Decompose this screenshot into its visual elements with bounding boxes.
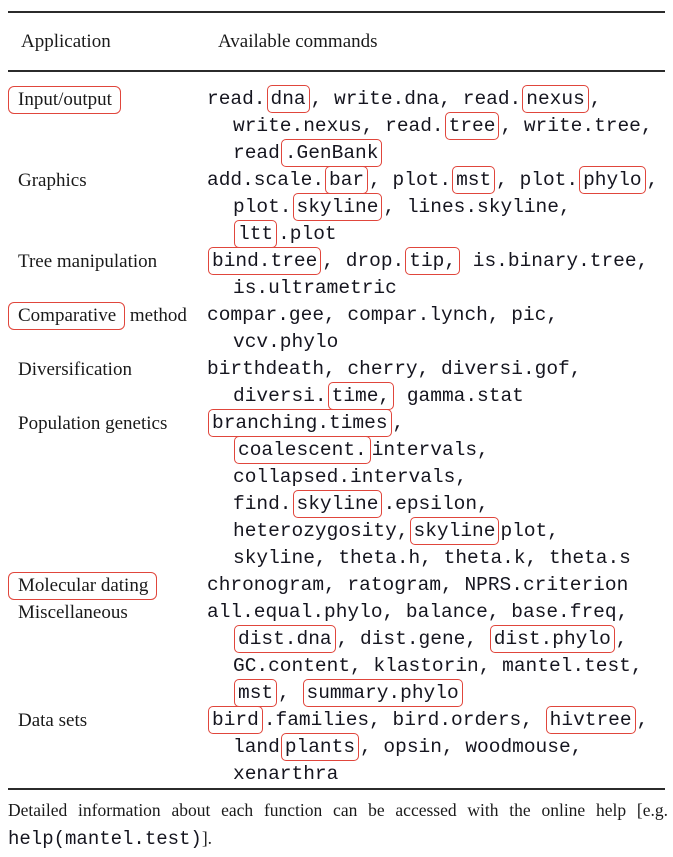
footnote-code: help(mantel.test) [8,828,202,850]
annotation-box: coalescent. [234,436,371,464]
command-text: , opsin, woodmouse, [360,736,583,758]
commands-table-body [0,86,673,788]
command-text: GC.content, klastorin, mantel.test, [233,655,643,677]
row-label [18,599,128,626]
annotation-box: skyline [293,193,383,221]
footnote-code-line [8,824,668,853]
row-label [18,167,87,194]
row-commands [207,302,673,356]
label-text: Population genetics [18,413,168,434]
command-line [207,599,673,626]
row-label [18,707,87,734]
annotation-box: bar [325,166,368,194]
annotation-box: mst [234,679,277,707]
command-text: vcv.phylo [233,331,339,353]
command-text: plot, [500,520,559,542]
command-line [207,356,673,383]
table-row [0,410,673,572]
command-text: , lines.skyline, [383,196,571,218]
footnote-text: Detailed information about each function can be accessed with the online help [e.g. [8,800,668,820]
annotation-box: bird [208,706,263,734]
command-text: , [278,682,302,704]
command-line [207,140,673,167]
command-line [207,221,673,248]
header-separator-rule [8,70,665,72]
command-text: xenarthra [233,763,339,785]
annotation-box: tip, [405,247,460,275]
command-text: intervals, [371,439,489,461]
annotation-box: summary.phylo [303,679,463,707]
command-line [207,194,673,221]
row-label [18,410,167,437]
row-label [18,356,132,383]
command-text: , plot. [369,169,452,191]
command-text: , dist.gene, [336,628,489,650]
command-line [207,680,673,707]
annotation-box: skyline [410,517,500,545]
command-line [207,545,673,572]
command-text: read [233,142,280,164]
command-line [207,410,673,437]
row-commands [207,599,673,707]
command-line [207,383,673,410]
row-label [18,248,157,275]
command-text: land [233,736,280,758]
row-commands [207,707,673,788]
command-line [207,491,673,518]
command-line [207,653,673,680]
row-commands [207,410,673,572]
annotation-box: Input/output [8,86,121,114]
command-line [207,572,673,599]
command-text: , write.tree, [500,115,653,137]
annotation-box: bind.tree [208,247,321,275]
command-line [207,86,673,113]
table-row [0,707,673,788]
command-line [207,113,673,140]
command-text: find. [233,493,292,515]
command-line [207,329,673,356]
annotation-box: dist.dna [234,625,336,653]
command-text: , plot. [496,169,579,191]
table-row [0,356,673,410]
label-text: Diversification [18,359,132,380]
annotation-box: .GenBank [281,139,383,167]
annotation-box: skyline [293,490,383,518]
table-footnote [8,796,668,853]
column-header-application: Application [21,31,111,52]
command-text: , [615,628,628,650]
label-text: Miscellaneous [18,602,128,623]
annotation-box: phylo [579,166,646,194]
label-text: Tree manipulation [18,251,158,272]
command-text: collapsed.intervals, [233,466,468,488]
row-label [18,302,187,329]
command-text: all.equal.phylo, balance, base.freq, [207,601,629,623]
command-line [207,518,673,545]
command-line [207,167,673,194]
table-row [0,167,673,248]
annotation-box: ltt [234,220,277,248]
command-text: skyline, theta.h, theta.k, theta.s [233,547,631,569]
table-row [0,599,673,707]
command-text: , [589,88,602,110]
row-commands [207,167,673,248]
annotation-box: dna [267,85,310,113]
annotation-box: dist.phylo [490,625,615,653]
command-line [207,437,673,464]
footnote-tail: ]. [201,828,213,848]
row-label [18,86,121,113]
command-line [207,464,673,491]
command-line [207,248,673,275]
command-text: .plot [278,223,337,245]
row-commands [207,356,673,410]
command-text: compar.gee, compar.lynch, pic, [207,304,559,326]
command-line [207,734,673,761]
command-text: diversi. [233,385,327,407]
command-text: , drop. [322,250,405,272]
annotation-box: time, [328,382,395,410]
annotation-box: branching.times [208,409,392,437]
command-line [207,707,673,734]
command-line [207,275,673,302]
command-text: , [646,169,659,191]
label-text: Graphics [18,170,87,191]
command-text: , write.dna, read. [310,88,522,110]
table-row [0,572,673,599]
command-line [207,761,673,788]
command-text: gamma.stat [395,385,524,407]
command-line [207,302,673,329]
annotation-box: tree [445,112,500,140]
column-header-available-commands: Available commands [218,31,378,52]
annotation-box: Molecular dating [8,572,157,600]
command-text: chronogram, ratogram, NPRS.criterion [207,574,629,596]
command-text: , [636,709,649,731]
command-text: heterozygosity, [233,520,409,542]
label-text: Data sets [18,710,88,731]
table-row [0,248,673,302]
annotation-box: plants [281,733,359,761]
annotation-box: hivtree [546,706,636,734]
command-text: write.nexus, read. [233,115,444,137]
annotation-box: nexus [522,85,589,113]
row-label [18,572,157,599]
row-commands [207,248,673,302]
command-text: .epsilon, [383,493,489,515]
command-text: is.binary.tree, [461,250,649,272]
command-line [207,626,673,653]
command-text: add.scale. [207,169,325,191]
command-text: read. [207,88,266,110]
table-row [0,302,673,356]
command-text: plot. [233,196,292,218]
command-text: birthdeath, cherry, diversi.gof, [207,358,582,380]
row-commands [207,86,673,167]
table-bottom-rule [8,788,665,790]
annotation-box: mst [452,166,495,194]
table-row [0,86,673,167]
table-top-rule [8,11,665,13]
command-text: , [392,412,405,434]
label-text: method [125,305,187,326]
command-text: is.ultrametric [233,277,397,299]
command-text: .families, bird.orders, [263,709,545,731]
annotation-box: Comparative [8,302,125,330]
row-commands [207,572,673,599]
